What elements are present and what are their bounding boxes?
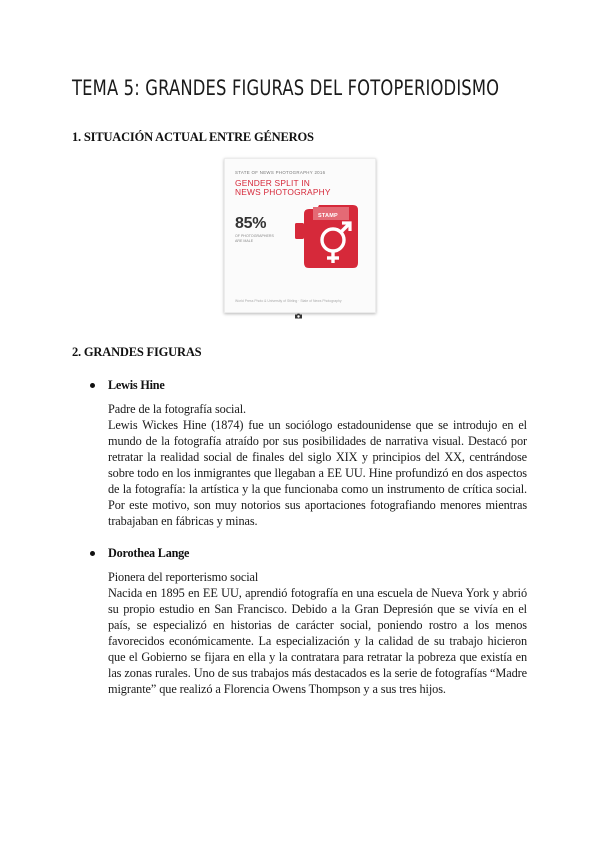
figure-caption: OF PHOTOGRAPHERS ARE MALE: [235, 234, 274, 243]
figure-description: Lewis Wickes Hine (1874) fue un sociólogo estadounidense que se introdujo en el mundo de la fotografía atraído por sus posibilidades de narrativa visual. Destacó por retratar la realidad social de finales del siglo XIX y principios del XX, centrándose sobre todo en los inmigrantes que llegaban a EE UU. Hine profundizó en dos aspectos de la fotografía: la artística y la que funcionaba como un instrumento de crítica social. Por este motivo, son muy notorios sus aportaciones fotografiando menores mientras trabajaban en fábricas y minas.: [108, 418, 527, 528]
figure-stamp: STAMP: [318, 213, 338, 219]
figure-description: Nacida en 1895 en EE UU, aprendió fotografía en una escuela de Nueva York y abrió su propio estudio en San Francisco. Debido a la Gran Depresión que se vivía en el país, se especializó en historias de carácter social, poniendo rostro a los menos favorecidos económicamente. La especialización y la calidad de su trabajo hicieron que el Gobierno se fijara en ella y la contratara para retratar la pobreza que existía en las zonas rurales. Uno de sus trabajos más destacados es la serie de fotografías “Madre migrante” que realizó a Florencia Owens Thompson y a sus tres hijos.: [108, 586, 527, 696]
bullet-icon: [90, 383, 95, 388]
figure-subtitle: Padre de la fotografía social.: [108, 402, 247, 416]
figure-heading: GENDER SPLIT IN NEWS PHOTOGRAPHY: [235, 178, 331, 197]
figure-name: Dorothea Lange: [108, 546, 190, 560]
figure-footer: World Press Photo & University of Stirling · State of News Photography: [235, 299, 342, 303]
figure-name: Lewis Hine: [108, 378, 165, 392]
section-heading-genders: 1. SITUACIÓN ACTUAL ENTRE GÉNEROS: [72, 130, 314, 144]
figure-subtitle: Pionera del reporterismo social: [108, 570, 259, 584]
section-heading-figures: 2. GRANDES FIGURAS: [72, 345, 202, 359]
figure-small-label: STATE OF NEWS PHOTOGRAPHY 2016: [235, 170, 326, 175]
camera-icon: [294, 313, 303, 319]
bullet-icon: [90, 551, 95, 556]
figure-percentage: 85%: [235, 215, 267, 232]
infographic-image: [224, 158, 376, 313]
page-title: TEMA 5: GRANDES FIGURAS DEL FOTOPERIODISMO: [72, 76, 500, 100]
